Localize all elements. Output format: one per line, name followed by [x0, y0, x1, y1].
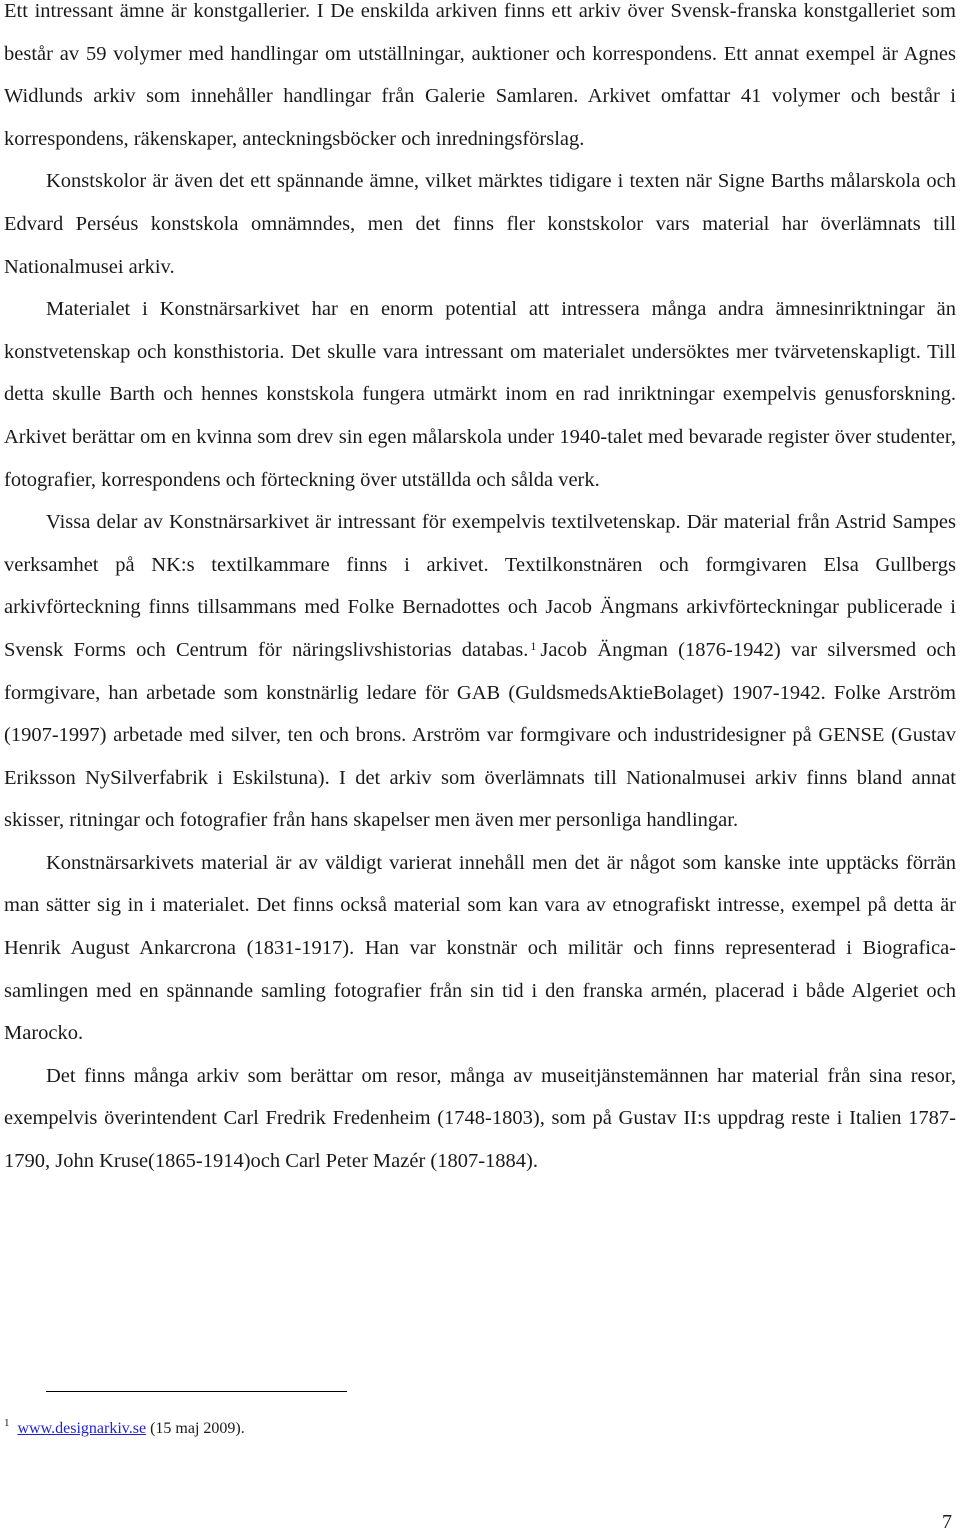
paragraph-textilvetenskap-part1: Vissa delar av Konstnärsarkivet är intressant för exempelvis textilvetenskap. Där material från Astrid Sampes verksamhet på NK:s textilkammare finns i arkivet. Textilkonstnären och formgivaren Elsa Gullbergs arkivförteckning finns tillsammans med Folke Bernadottes och Jacob Ängmans arkivförteckningar publicerade i Svensk Forms och Centrum för näringslivshistorias databas. [4, 511, 956, 661]
footnote-number: 1 [4, 1417, 10, 1429]
paragraph-konstgallerier: Ett intressant ämne är konstgallerier. I De enskilda arkiven finns ett arkiv över Svensk-franska konstgalleriet som består av 59 volymer med handlingar om utställningar, auktioner och korrespondens. Ett annat exempel är Agnes Widlunds arkiv som innehåller handlingar från Galerie Samlaren. Arkivet omfattar 41 volymer och består i korrespondens, räkenskaper, anteckningsböcker och inredningsförslag. [4, 0, 956, 150]
footnote-date: (15 maj 2009). [146, 1420, 245, 1437]
footnote-separator [46, 1391, 347, 1392]
paragraph-resor: Det finns många arkiv som berättar om resor, många av museitjänstemännen har material från sina resor, exempelvis överintendent Carl Fredrik Fredenheim (1748-1803), som på Gustav II:s uppdrag reste i Italien 1787-1790, John Kruse(1865-1914)och Carl Peter Mazér (1807-1884). [4, 1064, 956, 1173]
paragraph-etnografi: Konstnärsarkivets material är av väldigt varierat innehåll men det är något som kanske inte upptäcks förrän man sätter sig in i materialet. Det finns också material som kan vara av etnografiskt intresse, exempel på detta är Henrik August Ankarcrona (1831-1917). Han var konstnär och militär och finns representerad i Biografica-samlingen med en spännande samling fotografier från sin tid i den franska armén, placerad i både Algeriet och Marocko. [4, 851, 956, 1045]
paragraph-konstskolor: Konstskolor är även det ett spännande ämne, vilket märktes tidigare i texten när Signe Barths målarskola och Edvard Perséus konstskola omnämndes, men det finns fler konstskolor vars material har överlämnats till Nationalmusei arkiv. [4, 170, 956, 278]
document-page [4, 0, 956, 1183]
page-number: 7 [942, 1511, 952, 1533]
footnote-link[interactable]: www.designarkiv.se [17, 1420, 147, 1437]
paragraph-textilvetenskap-part2: Jacob Ängman (1876-1942) var silversmed och formgivare, han arbetade som konstnärlig ledare för GAB (GuldsmedsAktieBolaget) 1907-1942. Folke Arström (1907-1997) arbetade med silver, ten och brons. Arström var formgivare och industridesigner på GENSE (Gustav Eriksson NySilverfabrik i Eskilstuna). I det arkiv som överlämnats till Nationalmusei arkiv finns bland annat skisser, ritningar och fotografier från hans skapelser men även mer personliga handlingar. [4, 638, 956, 832]
paragraph-potential: Materialet i Konstnärsarkivet har en enorm potential att intressera många andra ämnesinriktningar än konstvetenskap och konsthistoria. Det skulle vara intressant om materialet undersöktes mer tvärvetenskapligt. Till detta skulle Barth och hennes konstskola fungera utmärkt inom en rad inriktningar exempelvis genusforskning. Arkivet berättar om en kvinna som drev sin egen målarskola under 1940-talet med bevarade register över studenter, fotografier, korrespondens och förteckning över utställda och sålda verk. [4, 298, 956, 491]
paragraph-textilvetenskap [4, 501, 956, 842]
footnote-reference: 1 [530, 638, 537, 653]
footnote [4, 1418, 245, 1440]
